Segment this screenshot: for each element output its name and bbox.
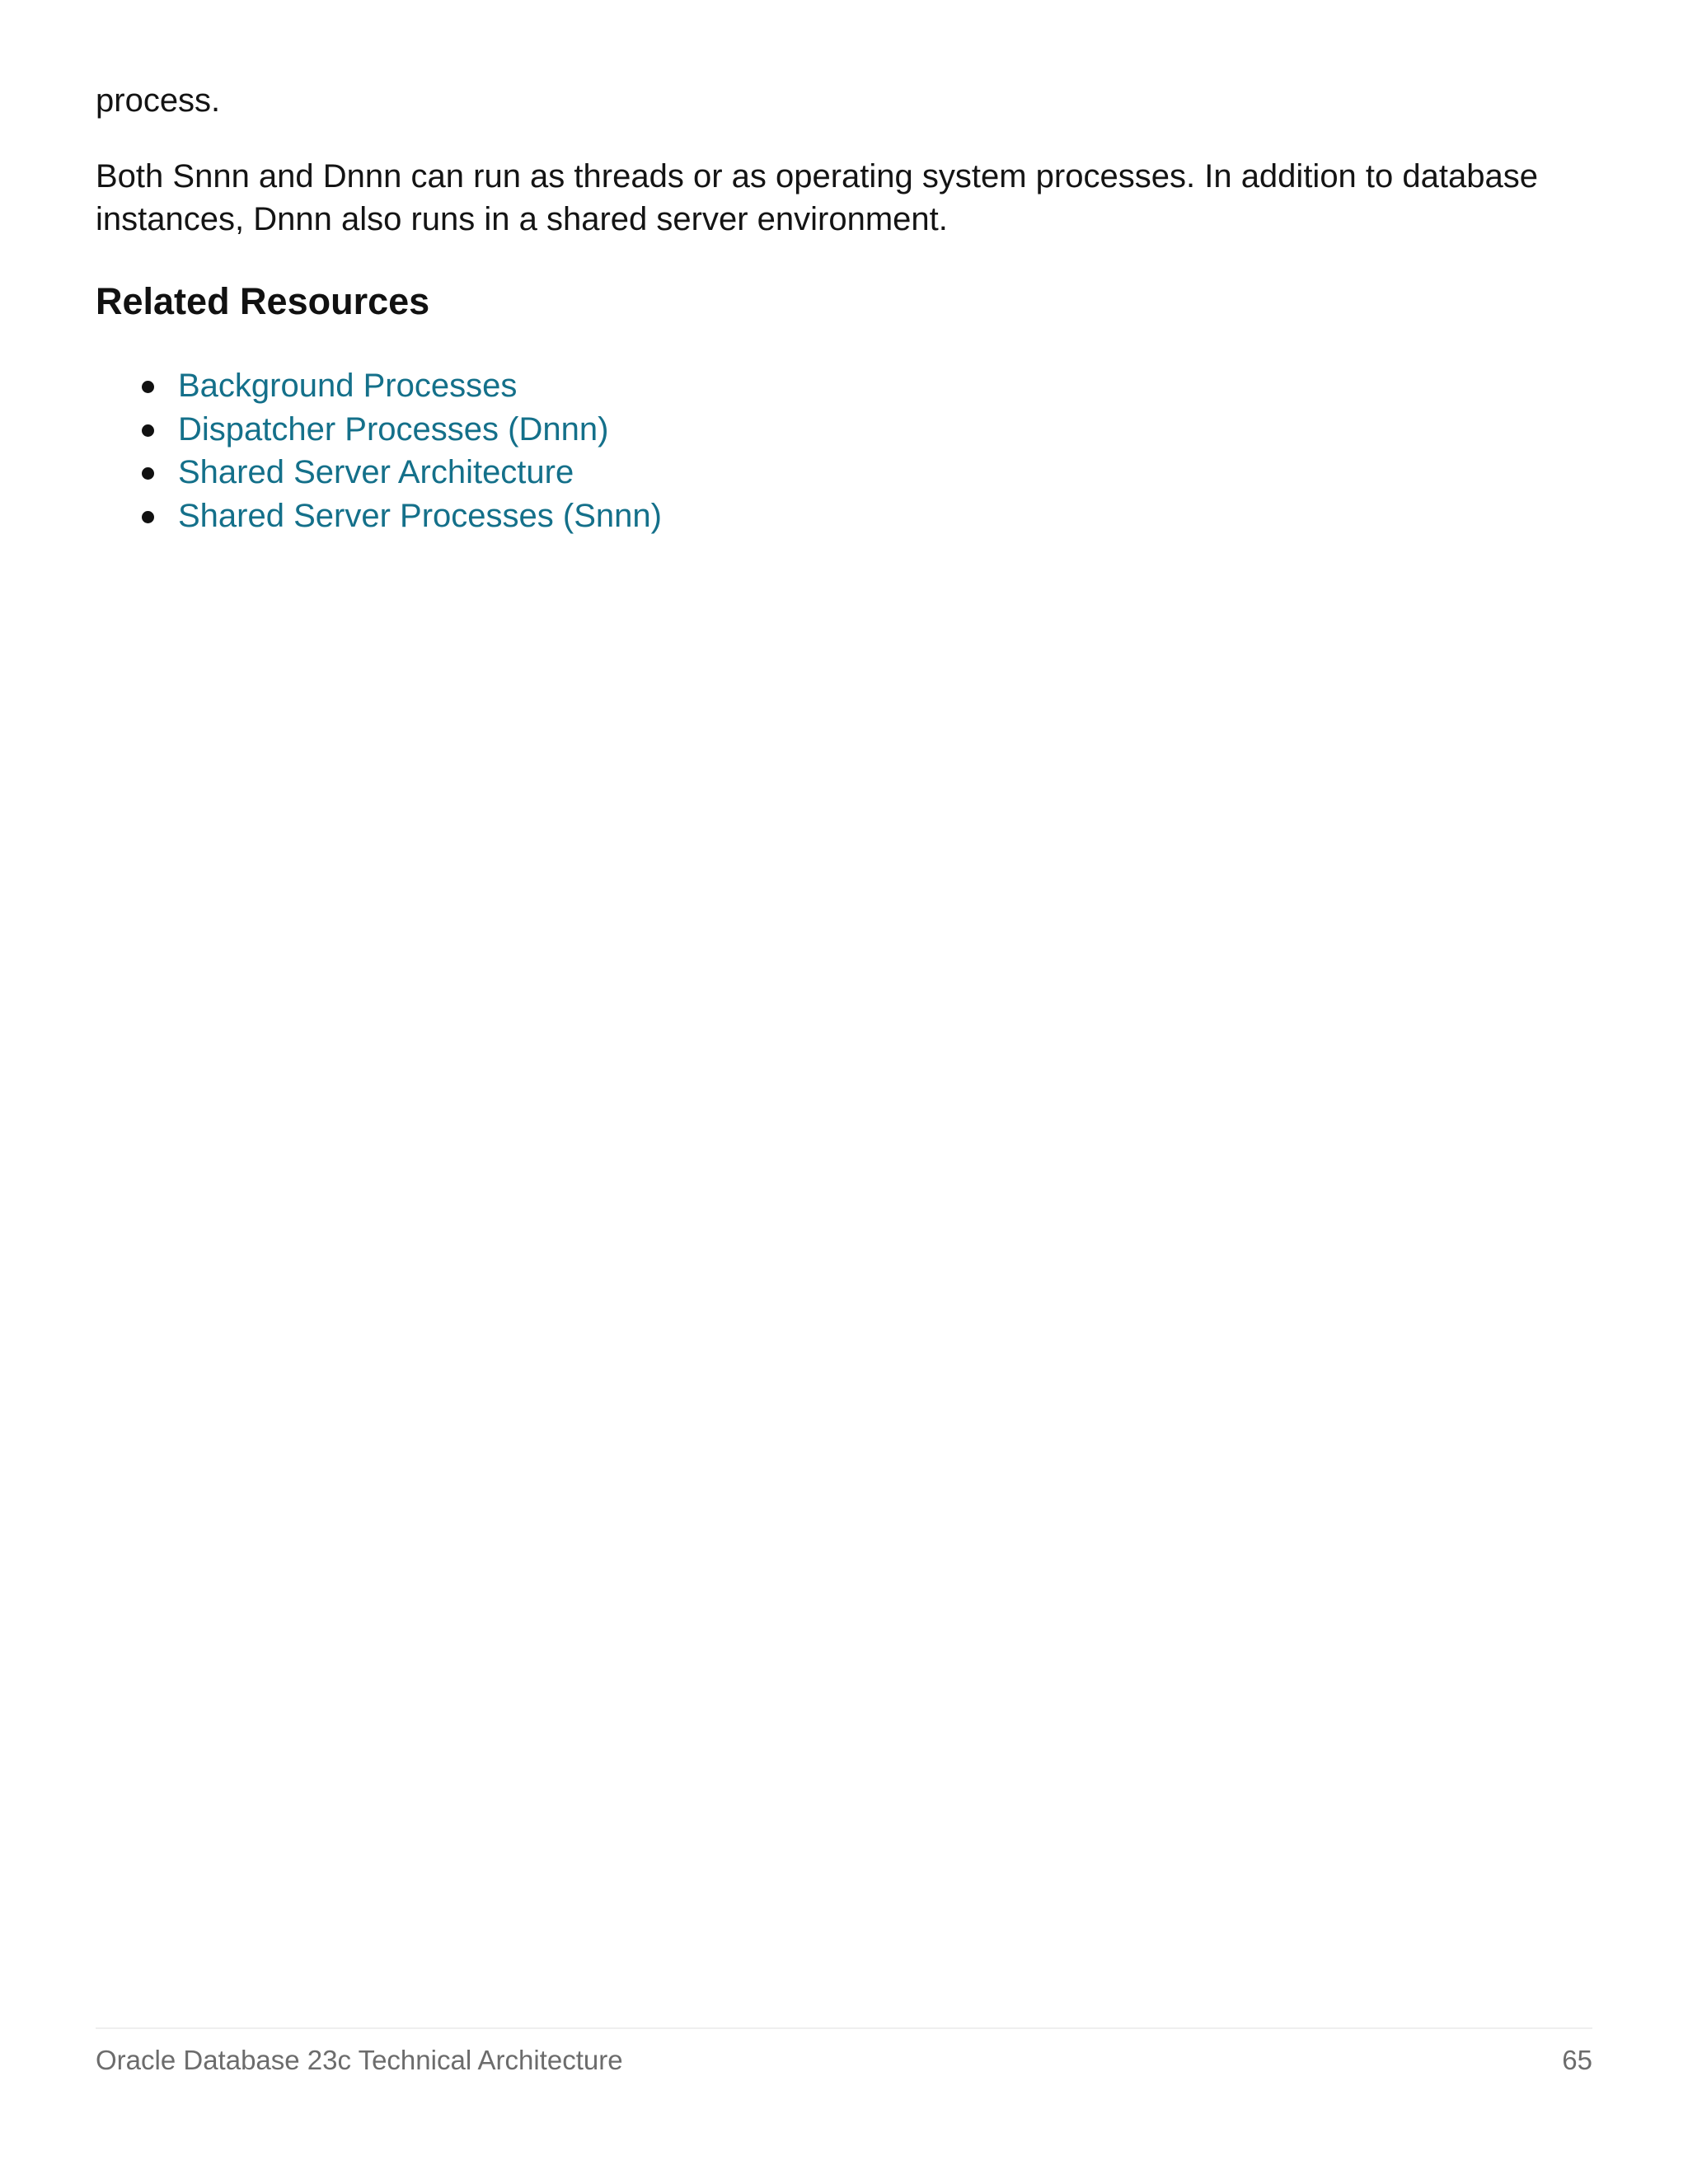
body-paragraph bbox=[96, 155, 1592, 241]
link-background-processes[interactable]: Background Processes bbox=[178, 368, 518, 404]
bullet-icon bbox=[142, 511, 154, 523]
list-item bbox=[96, 494, 662, 538]
link-dispatcher-processes[interactable]: Dispatcher Processes (Dnnn) bbox=[178, 410, 609, 448]
bullet-icon bbox=[142, 381, 154, 393]
related-resources-heading: Related Resources bbox=[96, 280, 430, 322]
footer-document-title: Oracle Database 23c Technical Architecture bbox=[96, 2045, 623, 2075]
footer-divider bbox=[96, 2027, 1592, 2029]
list-item bbox=[96, 451, 662, 494]
document-page bbox=[96, 0, 1592, 2184]
bullet-icon bbox=[142, 467, 154, 480]
paragraph-line-2: instances, Dnnn also runs in a shared server environment. bbox=[96, 201, 948, 237]
link-shared-server-architecture[interactable]: Shared Server Architecture bbox=[178, 454, 574, 490]
list-item bbox=[96, 408, 662, 452]
related-resources-list bbox=[96, 364, 662, 537]
bullet-icon bbox=[142, 424, 154, 437]
paragraph-line-1: Both Snnn and Dnnn can run as threads or as operating system processes. In addition to database bbox=[96, 158, 1538, 194]
link-shared-server-processes[interactable]: Shared Server Processes (Snnn) bbox=[178, 497, 662, 534]
list-item bbox=[96, 364, 662, 408]
footer-page-number: 65 bbox=[1562, 2045, 1592, 2075]
continuation-text: process. bbox=[96, 82, 221, 119]
